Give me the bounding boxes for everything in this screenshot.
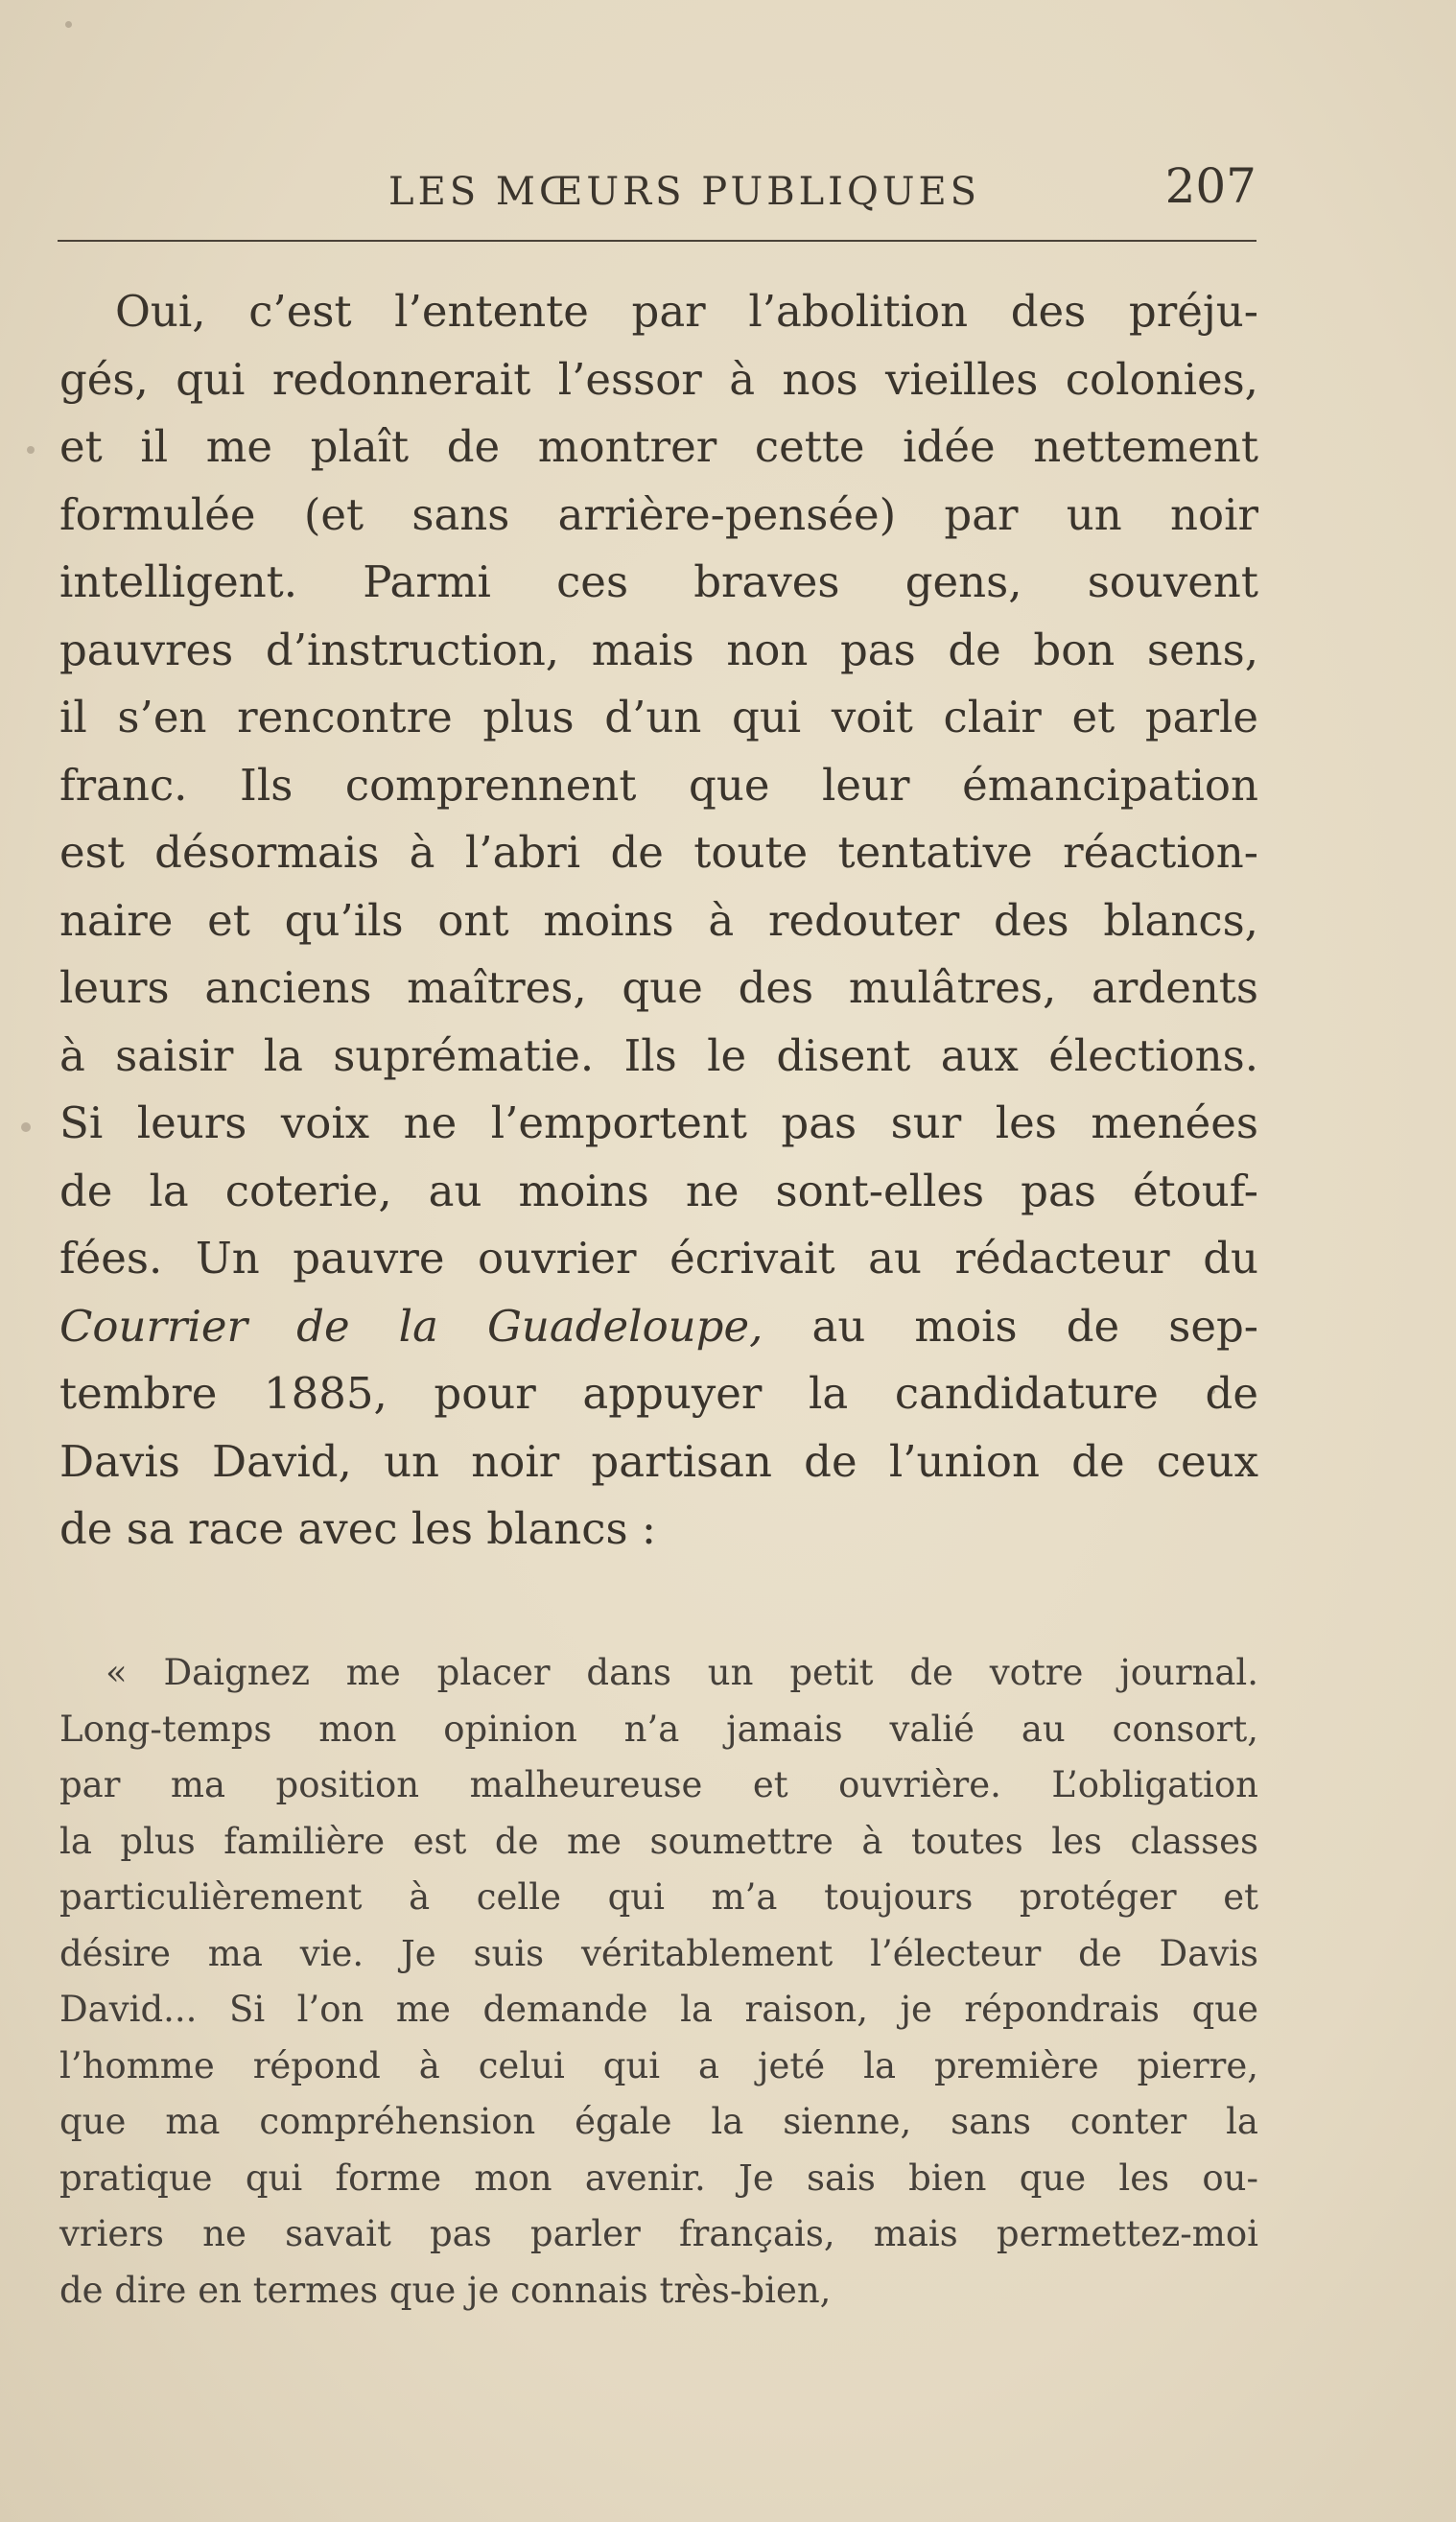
text-line: Davis David, un noir partisan de l’union de ceux	[59, 1435, 1258, 1487]
text-line: franc. Ils comprennent que leur émancipation	[59, 759, 1258, 811]
text-line-with-italic	[59, 1293, 1258, 1361]
quotation-block	[59, 1645, 1258, 2319]
quote-line: que ma compréhension égale la sienne, sans conter la	[59, 2101, 1258, 2142]
header-rule	[58, 240, 1256, 242]
paper-speck	[27, 446, 35, 454]
quote-line: par ma position malheureuse et ouvrière. L’obligation	[59, 1764, 1258, 1805]
quote-line: vriers ne savait pas parler français, mais permettez-moi	[59, 2213, 1258, 2254]
running-title: LES MŒURS PUBLIQUES	[388, 170, 981, 214]
text-line: Si leurs voix ne l’emportent pas sur les menées	[59, 1097, 1258, 1148]
text-line: formulée (et sans arrière-pensée) par un noir	[59, 488, 1258, 540]
quote-line: désire ma vie. Je suis véritablement l’électeur de Davis	[59, 1932, 1258, 1974]
text-line: Oui, c’est l’entente par l’abolition des préju-	[115, 286, 1258, 337]
quote-line: de dire en termes que je connais très-bien,	[59, 2269, 832, 2311]
text-line: leurs anciens maîtres, que des mulâtres, ardents	[59, 962, 1258, 1013]
text-line: gés, qui redonnerait l’essor à nos vieilles colonies,	[59, 353, 1258, 405]
running-head	[58, 158, 1256, 216]
text-line: intelligent. Parmi ces braves gens, souvent	[59, 556, 1258, 607]
text-line: tembre 1885, pour appuyer la candidature de	[59, 1368, 1258, 1419]
quote-line: David... Si l’on me demande la raison, je répondrais que	[59, 1989, 1258, 2030]
text-line: de sa race avec les blancs :	[59, 1503, 657, 1554]
paper-speck	[65, 21, 72, 28]
quote-line: Long-temps mon opinion n’a jamais valié au consort,	[59, 1708, 1258, 1750]
newspaper-title: Courrier de la Guadeloupe,	[59, 1300, 763, 1352]
text-line: de la coterie, au moins ne sont-elles pas étouf-	[59, 1165, 1258, 1216]
text-fragment: au mois de sep-	[763, 1300, 1258, 1352]
text-line: à saisir la suprématie. Ils le disent aux élections.	[59, 1029, 1258, 1081]
text-line: naire et qu’ils ont moins à redouter des blancs,	[59, 894, 1258, 946]
text-line: et il me plaît de montrer cette idée nettement	[59, 421, 1258, 472]
quote-line: particulièrement à celle qui m’a toujours protéger et	[59, 1876, 1258, 1918]
quote-line: « Daignez me placer dans un petit de votre journal.	[106, 1652, 1258, 1693]
text-line: est désormais à l’abri de toute tentative réaction-	[59, 827, 1258, 878]
text-line: fées. Un pauvre ouvrier écrivait au rédacteur du	[59, 1233, 1258, 1284]
text-line: il s’en rencontre plus d’un qui voit clair et parle	[59, 692, 1258, 742]
text-line: pauvres d’instruction, mais non pas de bon sens,	[59, 624, 1258, 675]
paper-speck	[21, 1122, 31, 1132]
main-paragraph	[59, 278, 1258, 1564]
page-number: 207	[1164, 158, 1256, 214]
quote-line: pratique qui forme mon avenir. Je sais bien que les ou-	[59, 2157, 1258, 2199]
quote-line: l’homme répond à celui qui a jeté la première pierre,	[59, 2044, 1258, 2086]
quote-line: la plus familière est de me soumettre à toutes les classes	[59, 1820, 1258, 1862]
